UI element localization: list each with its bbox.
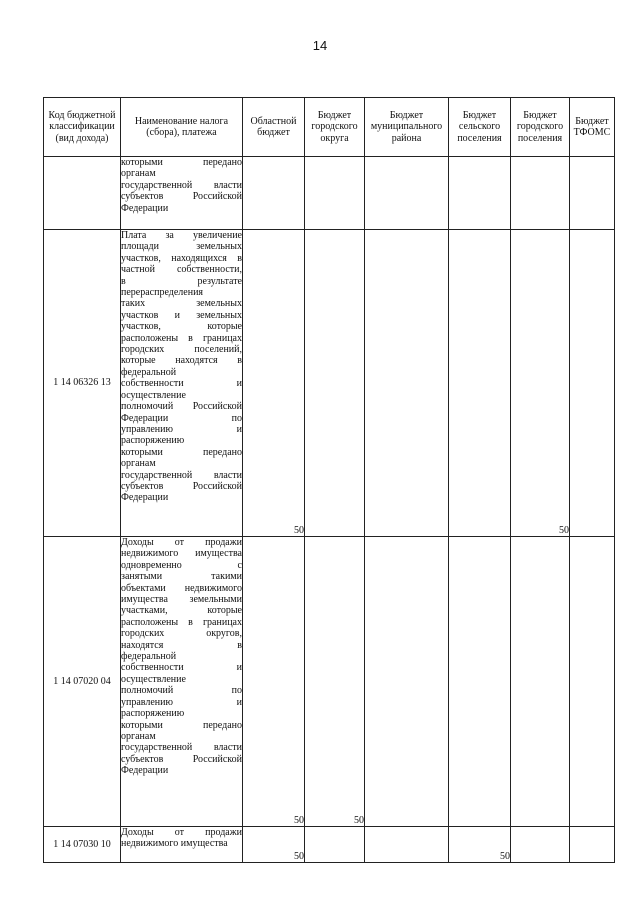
percent-cell-gorposel [511, 157, 570, 230]
payment-name-line: которые находятся в [121, 355, 242, 367]
payment-name-line: органам [121, 730, 156, 742]
percent-cell-gorposel [511, 537, 570, 827]
payment-name-cell [121, 827, 243, 863]
table-row [44, 827, 615, 863]
percent-cell-tfoms [570, 230, 615, 537]
payment-name-line: Федерации по [121, 412, 242, 424]
payment-name-line: субъектов Российской [121, 480, 242, 492]
percent-cell-oblast [243, 157, 305, 230]
table-row [44, 157, 615, 230]
payment-name-cell [121, 537, 243, 827]
payment-name-line: полномочий Российской [121, 401, 242, 413]
header-gorposel: Бюджет городского поселения [511, 98, 570, 157]
payment-name-line: субъектов Российской [121, 753, 242, 765]
payment-name-line: в результате [121, 275, 242, 287]
payment-name-line: объектами недвижимого [121, 582, 242, 594]
payment-name-cell [121, 230, 243, 537]
page-number: 14 [312, 38, 328, 53]
percent-cell-gorposel: 50 [511, 230, 570, 537]
table-header-row [44, 98, 615, 157]
percent-cell-selposel [449, 230, 511, 537]
payment-name-line: недвижимого имущества [121, 838, 228, 850]
payment-name-line: распоряжению [121, 708, 185, 720]
percent-cell-munraion [365, 230, 449, 537]
percent-cell-oblast: 50 [243, 827, 305, 863]
percent-cell-gorokrug: 50 [305, 537, 365, 827]
percent-cell-gorokrug [305, 157, 365, 230]
header-tfoms: Бюджет ТФОМС [570, 98, 615, 157]
budget-code-cell [44, 157, 121, 230]
header-name: Наименование налога (сбора), платежа [121, 98, 243, 157]
budget-revenue-table [43, 97, 615, 863]
budget-code-cell: 1 14 07020 04 [44, 537, 121, 827]
payment-name-line: Доходы от продажи [121, 537, 242, 548]
payment-name-line: управлению и [121, 423, 242, 435]
payment-name-line: субъектов Российской [121, 191, 242, 203]
payment-name-line: имущества земельными [121, 594, 242, 606]
payment-name-line: находятся в [121, 639, 242, 651]
percent-cell-gorokrug [305, 827, 365, 863]
percent-cell-selposel [449, 157, 511, 230]
payment-name-line: площади земельных [121, 241, 242, 253]
table-row [44, 537, 615, 827]
payment-name-line: управлению и [121, 696, 242, 708]
payment-name-line: которыми передано [121, 157, 242, 168]
percent-cell-gorposel [511, 827, 570, 863]
payment-name-line: городских поселений, [121, 344, 242, 356]
budget-code-cell: 1 14 07030 10 [44, 827, 121, 863]
payment-name-line: органам [121, 458, 156, 470]
payment-name-line: городских округов, [121, 628, 242, 640]
payment-name-cell [121, 157, 243, 230]
header-oblast: Областной бюджет [243, 98, 305, 157]
payment-name-line: Плата за увеличение [121, 230, 242, 241]
percent-cell-selposel: 50 [449, 827, 511, 863]
budget-code-cell: 1 14 06326 13 [44, 230, 121, 537]
payment-name-line: перераспределения [121, 287, 204, 299]
percent-cell-munraion [365, 157, 449, 230]
payment-name-line: государственной власти [121, 469, 242, 481]
percent-cell-tfoms [570, 157, 615, 230]
percent-cell-munraion [365, 537, 449, 827]
payment-name-line: которыми передано [121, 719, 242, 731]
payment-name-line: частной собственности, [121, 264, 242, 276]
payment-name-line: распоряжению [121, 435, 185, 447]
payment-name-line: федеральной [121, 651, 177, 663]
payment-name-line: осуществление [121, 389, 186, 401]
header-munraion: Бюджет муниципального района [365, 98, 449, 157]
payment-name-line: государственной власти [121, 742, 242, 754]
percent-cell-oblast: 50 [243, 537, 305, 827]
payment-name-line: участков и земельных [121, 309, 242, 321]
payment-name-line: расположены в границах [121, 616, 242, 628]
payment-name-line: Федерации [121, 765, 169, 777]
payment-name-line: Федерации [121, 202, 169, 214]
header-code: Код бюджетной классификации (вид дохода) [44, 98, 121, 157]
payment-name-line: осуществление [121, 673, 186, 685]
percent-cell-oblast: 50 [243, 230, 305, 537]
payment-name-line: участков, находящихся в [121, 252, 242, 264]
header-gorokrug: Бюджет городского округа [305, 98, 365, 157]
table-row [44, 230, 615, 537]
payment-name-line: Федерации [121, 492, 169, 504]
payment-name-line: государственной власти [121, 179, 242, 191]
payment-name-line: которыми передано [121, 446, 242, 458]
payment-name-line: участками, которые [121, 605, 242, 617]
payment-name-line: собственности и [121, 378, 242, 390]
percent-cell-tfoms [570, 827, 615, 863]
percent-cell-gorokrug [305, 230, 365, 537]
payment-name-line: одновременно с [121, 559, 242, 571]
header-selposel: Бюджет сельского поселения [449, 98, 511, 157]
payment-name-line: полномочий по [121, 685, 242, 697]
payment-name-line: органам [121, 168, 156, 180]
payment-name-line: участков, которые [121, 321, 242, 333]
percent-cell-tfoms [570, 537, 615, 827]
payment-name-line: недвижимого имущества [121, 548, 242, 560]
payment-name-line: занятыми такими [121, 571, 242, 583]
payment-name-line: федеральной [121, 366, 177, 378]
payment-name-line: расположены в границах [121, 332, 242, 344]
payment-name-line: собственности и [121, 662, 242, 674]
percent-cell-selposel [449, 537, 511, 827]
percent-cell-munraion [365, 827, 449, 863]
payment-name-line: Доходы от продажи [121, 827, 242, 838]
payment-name-line: таких земельных [121, 298, 242, 310]
